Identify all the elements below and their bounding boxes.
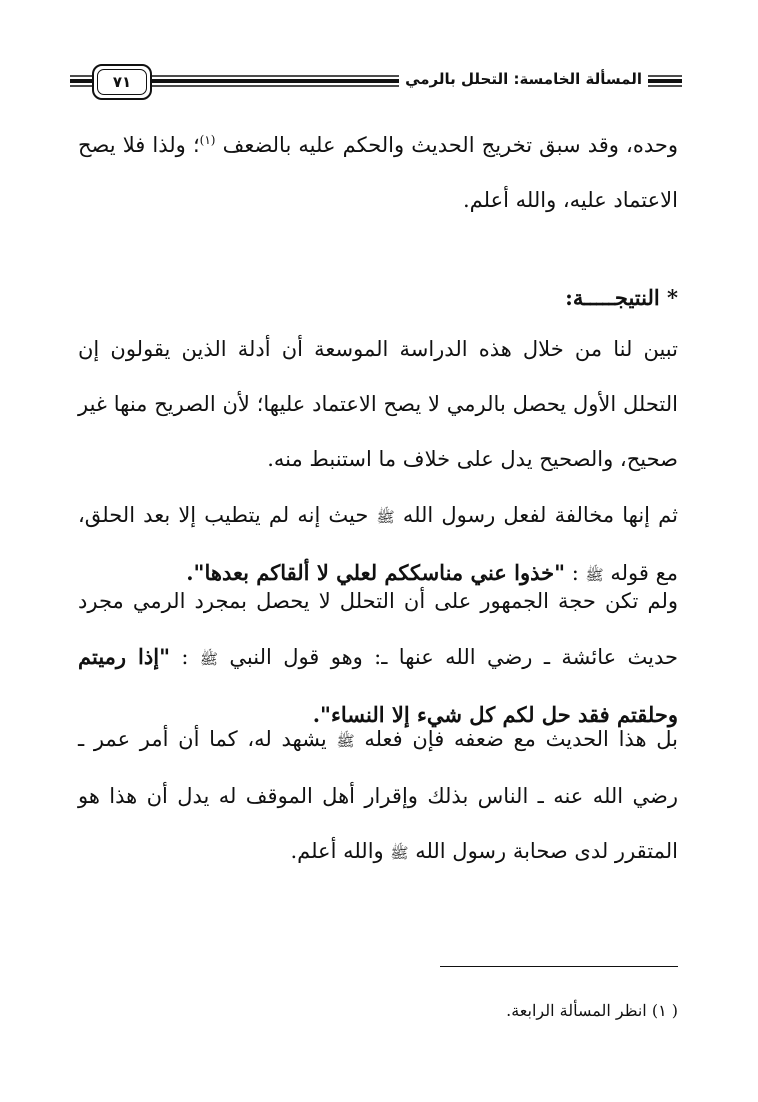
p4-part1: ولم تكن حجة الجمهور على أن التحلل لا يحصل بمجرد الرمي مجرد حديث عائشة ـ رضي الله عنها ـ: وهو قول النبي bbox=[78, 589, 678, 669]
hadith-quote-1: "خذوا عني مناسككم لعلي لا ألقاكم بعدها". bbox=[186, 560, 566, 585]
p1-text: وحده، وقد سبق تخريج الحديث والحكم عليه بالضعف bbox=[222, 133, 678, 157]
paragraph-5 bbox=[78, 712, 678, 881]
p1-text-after: ؛ ولذا فلا يصح الاعتماد عليه، والله أعلم. bbox=[78, 133, 678, 212]
salutation-3: ﷺ bbox=[199, 650, 219, 668]
hadith-quote-2: "إذا رميتم وحلقتم فقد حل لكم كل شيء إلا النساء". bbox=[78, 644, 678, 727]
p5-part3: والله أعلم. bbox=[290, 839, 384, 863]
salutation-2: ﷺ bbox=[585, 566, 604, 584]
p4-part2: : bbox=[181, 645, 189, 669]
footnote: ( ١) انظر المسألة الرابعة. bbox=[506, 1001, 678, 1020]
running-title: المسألة الخامسة: التحلل بالرمي bbox=[399, 70, 648, 88]
salutation-4: ﷺ bbox=[336, 732, 355, 750]
result-heading: * النتيجـــــة: bbox=[565, 285, 678, 310]
paragraph-1 bbox=[78, 118, 678, 228]
salutation-1: ﷺ bbox=[376, 508, 395, 526]
page-header bbox=[70, 62, 682, 102]
p3-part1: ثم إنها مخالفة لفعل رسول الله bbox=[402, 503, 678, 527]
p5-part1: بل هذا الحديث مع ضعفه فإن فعله bbox=[364, 727, 678, 751]
p3-part2: حيث إنه لم يتطيب إلا بعد الحلق، مع قوله bbox=[78, 503, 678, 585]
footnote-separator bbox=[440, 966, 678, 967]
page-number: ٧١ bbox=[92, 64, 152, 100]
salutation-5: ﷺ bbox=[390, 844, 409, 862]
paragraph-2: تبين لنا من خلال هذه الدراسة الموسعة أن أدلة الذين يقولون إن التحلل الأول يحصل بالرمي لا يصح الاعتماد عليها؛ لأن الصريح منها غير صحيح، والصحيح يدل على خلاف ما استنبط منه. bbox=[78, 337, 678, 471]
p3-part3: : bbox=[571, 561, 579, 585]
footnote-reference[interactable]: (١) bbox=[199, 133, 216, 147]
p5-part2: يشهد له، كما أن أمر عمر ـ رضي الله عنه ـ الناس بذلك وإقرار أهل الموقف له يدل أن هذا هو المتقرر لدى صحابة رسول الله bbox=[78, 727, 678, 863]
